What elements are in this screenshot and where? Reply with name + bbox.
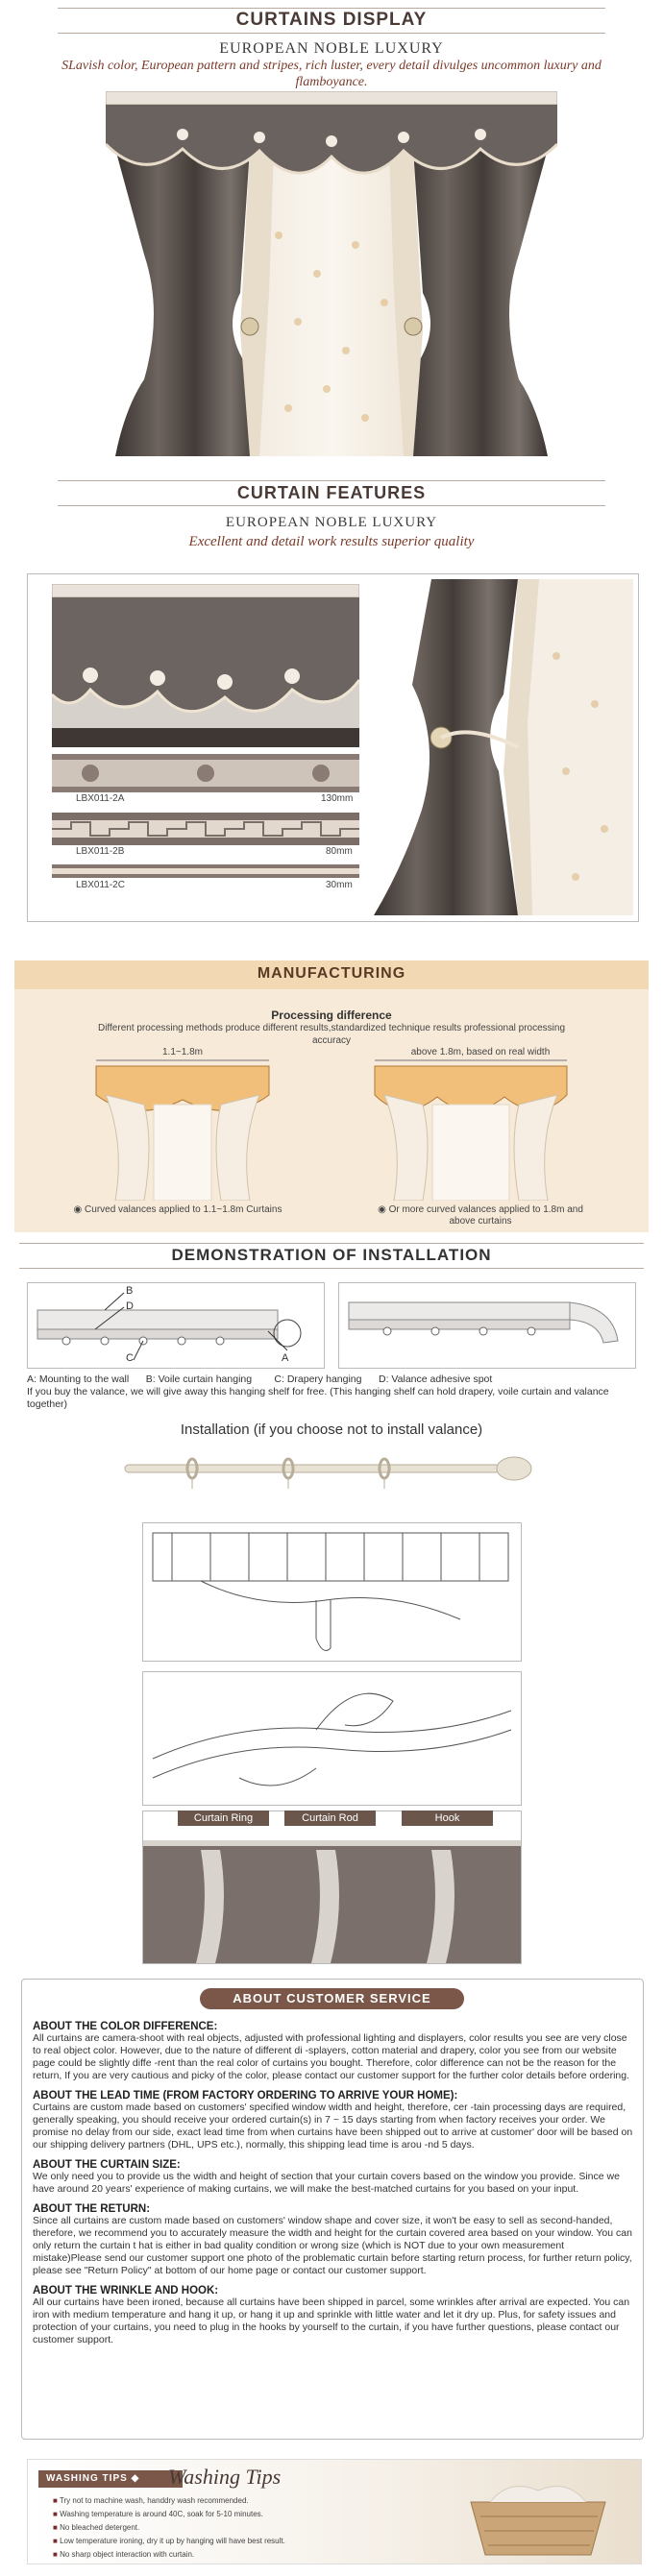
installation-title: DEMONSTRATION OF INSTALLATION	[171, 1246, 492, 1264]
service-heading: ABOUT THE RETURN:	[33, 2203, 151, 2215]
tieback-detail-image	[374, 579, 633, 915]
service-heading: ABOUT THE LEAD TIME (FROM FACTORY ORDERING TO ARRIVE YOUR HOME):	[33, 2090, 458, 2102]
trim-code: LBX011-2C	[76, 880, 125, 890]
service-body: We only need you to provide us the width and height of section that your curtain covers based on the window you provide. Since we have around 20 years' experience of making curtains, we will make the best-matched curtains for you based on your input.	[33, 2171, 620, 2195]
curtain-display-image	[106, 91, 557, 471]
hook-step-1	[142, 1522, 522, 1662]
trim-code: LBX011-2B	[76, 846, 125, 857]
display-title: CURTAINS DISPLAY	[235, 10, 428, 30]
trim-code: LBX011-2A	[76, 793, 125, 804]
ring-rod-hook-sketch	[143, 1811, 521, 1963]
washing-tips-script: Washing Tips	[168, 2465, 282, 2489]
divider	[58, 33, 605, 34]
list-item: ■ No bleached detergent.	[53, 2523, 399, 2532]
check-icon: ◉	[73, 1204, 86, 1215]
small-valance-illustration	[86, 1057, 279, 1201]
service-body: All our curtains have been ironed, because all curtains have been shipped in parcel, some wrinkles after arrival are expected. You can iron with medium temperature and hang it up, or hang it up and sprinkle with little water and let it dry up. Plus, for safety issues and protection of your curtains, you need to plug in the hooks by yourself to the curtain, if you have further questions, please contact our customer support.	[33, 2297, 630, 2345]
features-subtitle: EUROPEAN NOBLE LUXURY	[225, 515, 438, 530]
display-tagline: SLavish color, European pattern and stripes, rich luster, every detail divulges uncommon luxury and flamboyance.	[61, 59, 602, 89]
washing-tips-label-text: WASHING TIPS	[46, 2473, 128, 2484]
display-subtitle: EUROPEAN NOBLE LUXURY	[219, 40, 444, 57]
divider	[19, 1243, 644, 1244]
pleat-hook-sketch	[143, 1523, 521, 1661]
legend-d: D: Valance adhesive spot	[379, 1373, 493, 1385]
customer-service-title: ABOUT CUSTOMER SERVICE	[200, 1988, 464, 2009]
marker-a: A	[282, 1352, 289, 1364]
service-heading: ABOUT THE WRINKLE AND HOOK:	[33, 2285, 219, 2297]
curtain-rod-illustration	[115, 1446, 538, 1494]
service-body: All curtains are camera-shoot with real objects, adjusted with professional lighting and displayers, color results you see are very close to real object color. However, due to the nature of different di -splayers, cotton material and drapery, color you see from our website page could be slightly diffe -rent than the real color of curtains you bought. Therefore, color difference can not be the reason for the return, If you are very cautious and picky of the color, please contact our customer support for the further color details before ordering.	[33, 2032, 629, 2081]
marker-d: D	[126, 1300, 134, 1312]
features-tagline: Excellent and detail work results superior quality	[188, 534, 475, 549]
rod-installation-title: Installation (if you choose not to install valance)	[180, 1422, 483, 1438]
label-curtain-rod: Curtain Rod	[284, 1810, 376, 1826]
check-icon: ◉	[378, 1204, 389, 1215]
hook-step-3	[142, 1810, 522, 1964]
trim-pattern-2a	[52, 754, 359, 792]
processing-desc: Different processing methods produce different results,standardized technique results professional processing accuracy	[97, 1023, 565, 1046]
track-diagram-left	[27, 1282, 325, 1369]
features-title: CURTAIN FEATURES	[236, 483, 427, 502]
installation-legend	[27, 1373, 651, 1385]
divider	[58, 8, 605, 9]
list-item: ■ No sharp object interaction with curtain.	[53, 2550, 399, 2559]
service-heading: ABOUT THE CURTAIN SIZE:	[33, 2159, 181, 2171]
divider	[58, 480, 605, 481]
divider	[19, 1268, 644, 1269]
caption-left	[58, 1204, 298, 1216]
marker-b: B	[126, 1285, 134, 1297]
track-diagram-right	[338, 1282, 636, 1369]
measure-right: above 1.8m, based on real width	[410, 1047, 551, 1057]
list-item: ■ Low temperature ironing, dry it up by hanging will have best result.	[53, 2537, 399, 2545]
service-body: Curtains are custom made based on customers' specified window width and height, therefore, cer -tain processing days are required, generally speaking, you should receive your ordered curtain(s) in 7 ~ 15 days starting from when factory receives your order. We promise no delay from our side, exact lead time from when curtains have been shipped out to arrive at customer' door will be based on our shipping delivery partners (DHL, UPS etc.), normally, this shipping lead time is arou -nd 5 days.	[33, 2102, 633, 2151]
divider	[58, 505, 605, 506]
trim-size: 80mm	[326, 846, 353, 857]
washing-tips-label	[38, 2470, 183, 2488]
legend-c: C: Drapery hanging	[274, 1373, 362, 1385]
features-panel	[27, 573, 639, 922]
trim-pattern-2b	[52, 813, 359, 845]
marker-c: C	[126, 1352, 134, 1364]
list-item: ■ Try not to machine wash, handdry wash recommended.	[53, 2496, 399, 2505]
track-bend-illustration	[339, 1283, 635, 1368]
label-hook: Hook	[402, 1810, 493, 1826]
track-illustration	[28, 1283, 324, 1368]
list-item: ■ Washing temperature is around 40C, soak for 5-10 minutes.	[53, 2510, 399, 2518]
service-heading: ABOUT THE COLOR DIFFERENCE:	[33, 2021, 218, 2032]
service-sections	[33, 2013, 633, 2346]
hook-step-2	[142, 1671, 522, 1806]
legend-b: B: Voile curtain hanging	[145, 1373, 253, 1385]
legend-a: A: Mounting to the wall	[27, 1373, 130, 1385]
manufacturing-title: MANUFACTURING	[257, 965, 406, 982]
installation-note: If you buy the valance, we will give away this hanging shelf for free. (This hanging shelf can hold drapery, voile curtain and valance together)	[27, 1386, 609, 1410]
label-curtain-ring: Curtain Ring	[178, 1810, 269, 1826]
trim-pattern-2c	[52, 864, 359, 878]
diamond-icon: ◆	[131, 2473, 140, 2484]
processing-heading: Processing difference	[271, 1009, 392, 1022]
hook-insert-sketch	[143, 1672, 521, 1805]
caption-left-text: Curved valances applied to 1.1~1.8m Curtains	[85, 1204, 282, 1215]
laundry-basket-image	[452, 2473, 625, 2560]
caption-right-text: Or more curved valances applied to 1.8m and above curtains	[388, 1204, 583, 1227]
measure-left: 1.1~1.8m	[162, 1047, 203, 1057]
trim-size: 130mm	[321, 793, 354, 804]
caption-right	[365, 1204, 596, 1227]
large-valance-illustration	[365, 1057, 577, 1201]
valance-detail-image	[52, 584, 359, 747]
service-body: Since all curtains are custom made based on customers' window shape and cover size, it won't be easy to sell as second-handed, therefore, we recommend you to accurately measure the width and height for the curtain covered area based on your window. You can only return the curtain t hat is either in bad quality condition or wrong size (which is NOT due to your own measurement mistake)Please send our customer support one photo of the problematic curtain before starting return process, for further return policy, please see "Return Policy" at bottom of our home page or contact our customer support.	[33, 2215, 632, 2276]
trim-size: 30mm	[326, 880, 353, 890]
washing-tips-list	[53, 2491, 399, 2559]
